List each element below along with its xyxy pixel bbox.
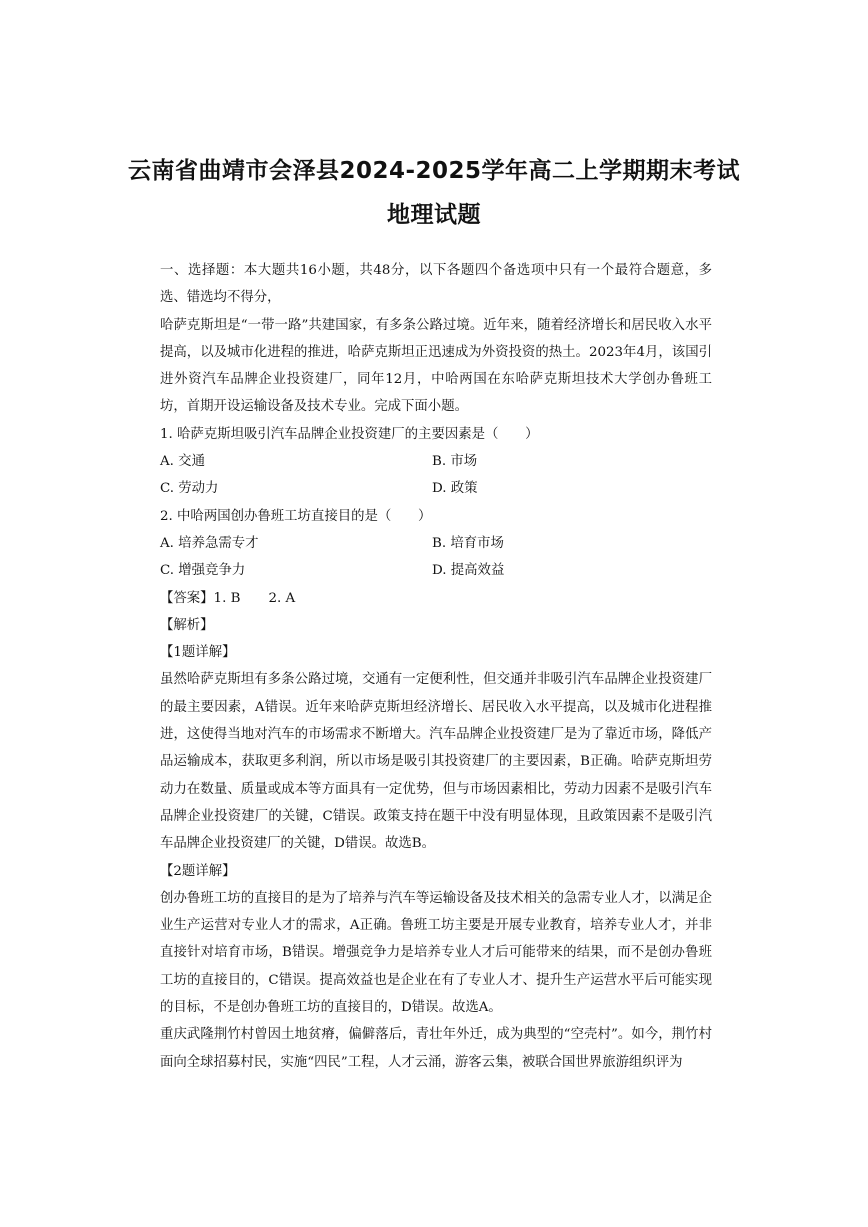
document-body (160, 257, 712, 1076)
q2-detail-text: 创办鲁班工坊的直接目的是为了培养与汽车等运输设备及技术相关的急需专业人才，以满足企业生产运营对专业人才的需求，A正确。鲁班工坊主要是开展专业教育，培养专业人才，并非直接针对培育市场，B错误。增强竞争力是培养专业人才后可能带来的结果，而不是创办鲁班工坊的直接目的，C错误。提高效益也是企业在有了专业人才、提升生产运营水平后可能实现的目标，不是创办鲁班工坊的直接目的，D错误。故选A。 (160, 890, 712, 1016)
passage-1: 哈萨克斯坦是“一带一路”共建国家，有多条公路过境。近年来，随着经济增长和居民收入水平提高，以及城市化进程的推进，哈萨克斯坦正迅速成为外资投资的热土。2023年4月，该国引进外资汽车品牌企业投资建厂，同年12月，中哈两国在东哈萨克斯坦技术大学创办鲁班工坊，首期开设运输设备及技术专业。完成下面小题。 (160, 317, 712, 415)
question-1-option-c: C. 劳动力 (160, 481, 219, 497)
question-1-options-row-2 (160, 475, 712, 502)
answer-1: 【答案】1. B (160, 590, 241, 606)
question-1-option-a: A. 交通 (160, 454, 205, 470)
question-2-option-a: A. 培养急需专才 (160, 535, 259, 551)
question-2-stem: 2. 中哈两国创办鲁班工坊直接目的是（ ） (160, 508, 432, 524)
question-2-options-row-1 (160, 530, 712, 557)
question-2-option-d: D. 提高效益 (432, 563, 505, 579)
question-1-option-d: D. 政策 (432, 481, 478, 497)
question-2-option-c: C. 增强竞争力 (160, 563, 246, 579)
document-title: 云南省曲靖市会泽县2024-2025学年高二上学期期末考试 (127, 158, 741, 184)
passage-2: 重庆武隆荆竹村曾因土地贫瘠，偏僻落后，青壮年外迁，成为典型的“空壳村”。如今，荆竹村面向全球招募村民，实施“四民”工程，人才云涌，游客云集，被联合国世界旅游组织评为 (160, 1027, 712, 1070)
question-1-options-row-1 (160, 448, 712, 475)
answer-2: 2. A (268, 590, 296, 606)
section-intro: 一、选择题：本大题共16小题，共48分，以下各题四个备选项中只有一个最符合题意，多选、错选均不得分， (160, 263, 712, 306)
q2-detail-label: 【2题详解】 (160, 863, 236, 879)
document-subtitle: 地理试题 (387, 202, 481, 228)
question-1-option-b: B. 市场 (432, 454, 478, 470)
q1-detail-text: 虽然哈萨克斯坦有多条公路过境，交通有一定便利性，但交通并非吸引汽车品牌企业投资建厂的最主要因素，A错误。近年来哈萨克斯坦经济增长、居民收入水平提高，以及城市化进程推进，这使得当地对汽车的市场需求不断增大。汽车品牌企业投资建厂是为了靠近市场，降低产品运输成本，获取更多利润，所以市场是吸引其投资建厂的主要因素，B正确。哈萨克斯坦劳动力在数量、质量或成本等方面具有一定优势，但与市场因素相比，劳动力因素不是吸引汽车品牌企业投资建厂的关键，C错误。政策支持在题干中没有明显体现，且政策因素不是吸引汽车品牌企业投资建厂的关键，D错误。故选B。 (160, 672, 712, 852)
q1-detail-label: 【1题详解】 (160, 645, 236, 661)
question-1-stem: 1. 哈萨克斯坦吸引汽车品牌企业投资建厂的主要因素是（ ） (160, 426, 539, 442)
question-2-options-row-2 (160, 557, 712, 584)
question-2-option-b: B. 培育市场 (432, 535, 504, 551)
analysis-label: 【解析】 (160, 617, 214, 633)
answer-line (160, 585, 712, 612)
